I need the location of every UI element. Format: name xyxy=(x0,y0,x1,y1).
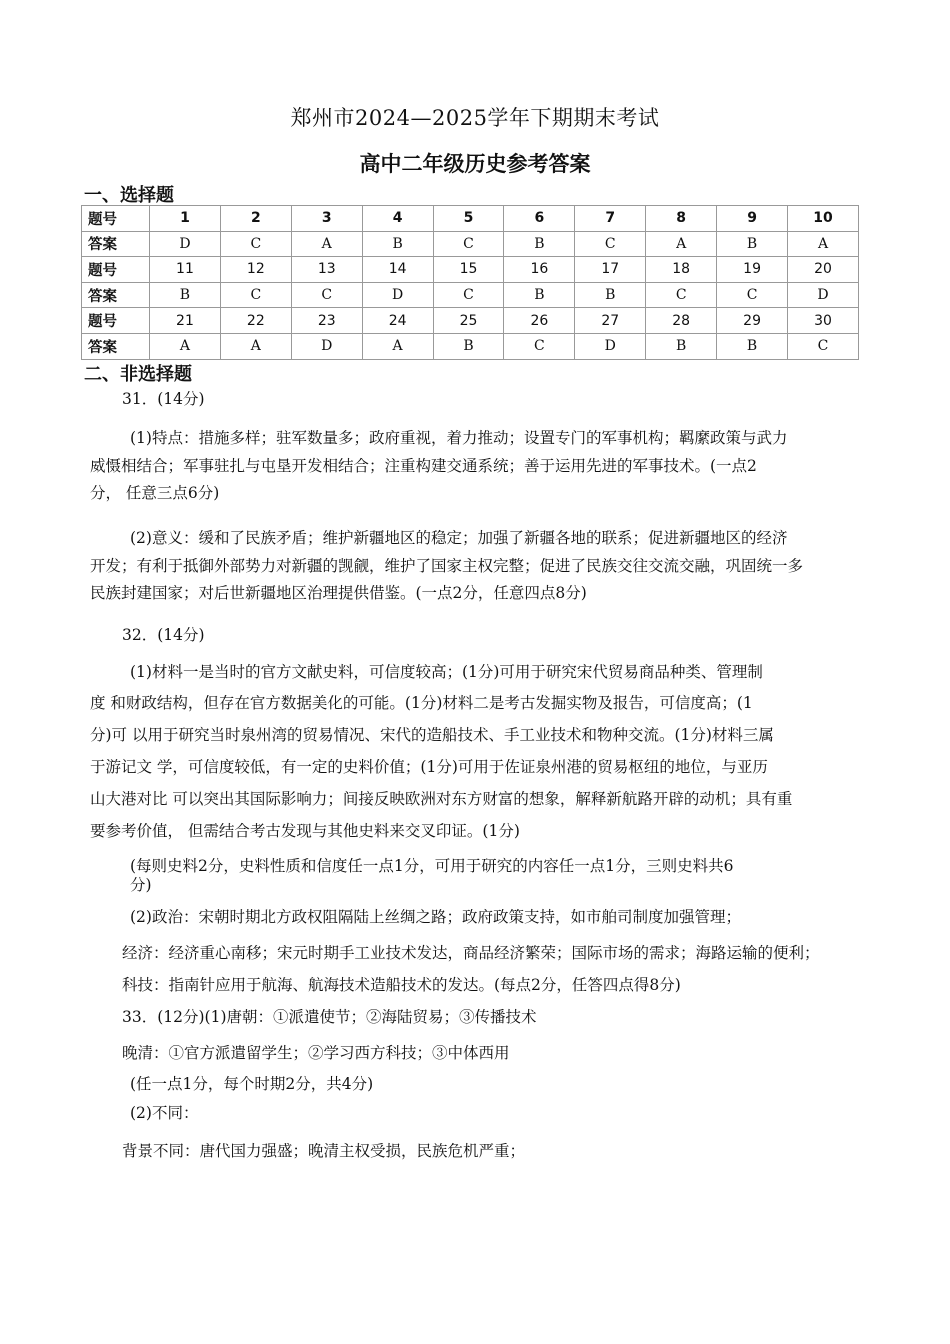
answer-cell: C xyxy=(788,333,859,359)
question-number: 21 xyxy=(150,308,221,334)
question-number: 30 xyxy=(788,308,859,334)
answer-text-line: 民族封建国家；对后世新疆地区治理提供借鉴。(一点2分，任意四点8分) xyxy=(90,584,587,602)
answer-cell: C xyxy=(220,231,291,257)
question-number: 1 xyxy=(150,206,221,232)
answer-text-line: (2)意义：缓和了民族矛盾；维护新疆地区的稳定；加强了新疆各地的联系；促进新疆地区的经济 xyxy=(130,529,788,547)
question-number: 6 xyxy=(504,206,575,232)
question-number: 13 xyxy=(291,257,362,283)
question-number: 18 xyxy=(646,257,717,283)
answer-cell: C xyxy=(646,282,717,308)
question-number-row xyxy=(82,308,859,334)
answer-text-line: (2)政治：宋朝时期北方政权阻隔陆上丝绸之路；政府政策支持，如市舶司制度加强管理； xyxy=(130,908,741,926)
answer-cell: C xyxy=(291,282,362,308)
answer-cell: A xyxy=(362,333,433,359)
question-number: 23 xyxy=(291,308,362,334)
question-number: 2 xyxy=(220,206,291,232)
question-number: 7 xyxy=(575,206,646,232)
answer-cell: B xyxy=(433,333,504,359)
answer-cell: C xyxy=(433,282,504,308)
answer-text-line: 于游记文 学，可信度较低，有一定的史料价值；(1分)可用于佐证泉州港的贸易枢纽的地位，与亚历 xyxy=(90,758,768,776)
answer-cell: B xyxy=(504,282,575,308)
answer-key-title: 高中二年级历史参考答案 xyxy=(359,152,591,176)
answer-text-line: 度 和财政结构，但存在官方数据美化的可能。(1分)材料二是考古发掘实物及报告，可信度高；(1 xyxy=(90,694,753,712)
answer-cell: B xyxy=(504,231,575,257)
question-number: 16 xyxy=(504,257,575,283)
question-number: 19 xyxy=(717,257,788,283)
answer-cell: B xyxy=(717,231,788,257)
scoring-note: (任一点1分，每个时期2分，共4分) xyxy=(130,1075,374,1093)
answer-row xyxy=(82,282,859,308)
answer-cell: B xyxy=(150,282,221,308)
question-number: 27 xyxy=(575,308,646,334)
answer-text-line: 分， 任意三点6分) xyxy=(90,484,220,502)
answer-cell: B xyxy=(575,282,646,308)
question-number-row xyxy=(82,257,859,283)
section-heading-nonchoice: 二、非选择题 xyxy=(84,364,192,385)
answer-text-line: 威慑相结合；军事驻扎与屯垦开发相结合；注重构建交通系统；善于运用先进的军事技术。(一点2 xyxy=(90,457,757,475)
answer-cell: D xyxy=(788,282,859,308)
question-number: 12 xyxy=(220,257,291,283)
row-label: 答案 xyxy=(82,333,150,359)
question-number: 10 xyxy=(788,206,859,232)
answer-cell: B xyxy=(362,231,433,257)
answer-cell: D xyxy=(362,282,433,308)
scoring-note: 分) xyxy=(130,876,152,894)
answer-cell: D xyxy=(575,333,646,359)
answer-cell: A xyxy=(646,231,717,257)
answer-text-line: 科技：指南针应用于航海、航海技术造船技术的发达。(每点2分，任答四点得8分) xyxy=(122,976,681,994)
answer-row xyxy=(82,333,859,359)
question-31-heading: 31．(14分) xyxy=(122,390,205,408)
answer-text-line: 经济：经济重心南移；宋元时期手工业技术发达，商品经济繁荣；国际市场的需求；海路运输的便利； xyxy=(122,944,820,962)
answer-cell: D xyxy=(291,333,362,359)
question-number: 8 xyxy=(646,206,717,232)
answer-text-line: 晚清：①官方派遣留学生；②学习西方科技；③中体西用 xyxy=(122,1044,510,1062)
scoring-note: (每则史料2分，史料性质和信度任一点1分，可用于研究的内容任一点1分，三则史料共6 xyxy=(130,857,734,875)
choice-answer-table xyxy=(81,205,859,360)
answer-cell: C xyxy=(220,282,291,308)
question-number: 24 xyxy=(362,308,433,334)
answer-text-line: (1)材料一是当时的官方文献史料，可信度较高；(1分)可用于研究宋代贸易商品种类、管理制 xyxy=(130,663,763,681)
row-label: 题号 xyxy=(82,308,150,334)
answer-text-line: 山大港对比 可以突出其国际影响力；间接反映欧洲对东方财富的想象，解释新航路开辟的动机；具有重 xyxy=(90,790,793,808)
answer-cell: C xyxy=(504,333,575,359)
row-label: 题号 xyxy=(82,257,150,283)
question-number: 17 xyxy=(575,257,646,283)
answer-text-line: (2)不同： xyxy=(130,1104,199,1122)
question-number: 5 xyxy=(433,206,504,232)
answer-cell: A xyxy=(220,333,291,359)
answer-text-line: 分)可 以用于研究当时泉州湾的贸易情况、宋代的造船技术、手工业技术和物种交流。(1分)材料三属 xyxy=(90,726,774,744)
question-number: 25 xyxy=(433,308,504,334)
question-number: 26 xyxy=(504,308,575,334)
question-number-row xyxy=(82,206,859,232)
question-number: 4 xyxy=(362,206,433,232)
answer-text-line: 要参考价值， 但需结合考古发现与其他史料来交叉印证。(1分) xyxy=(90,822,520,840)
answer-text-line: 背景不同：唐代国力强盛；晚清主权受损，民族危机严重； xyxy=(122,1142,526,1160)
question-number: 15 xyxy=(433,257,504,283)
answer-row xyxy=(82,231,859,257)
question-number: 14 xyxy=(362,257,433,283)
answer-cell: A xyxy=(150,333,221,359)
question-number: 22 xyxy=(220,308,291,334)
question-number: 11 xyxy=(150,257,221,283)
section-heading-choice: 一、选择题 xyxy=(84,185,174,206)
question-number: 29 xyxy=(717,308,788,334)
exam-title: 郑州市2024—2025学年下期期末考试 xyxy=(290,106,660,130)
row-label: 答案 xyxy=(82,231,150,257)
row-label: 题号 xyxy=(82,206,150,232)
answer-cell: A xyxy=(291,231,362,257)
question-number: 28 xyxy=(646,308,717,334)
answer-cell: A xyxy=(788,231,859,257)
answer-cell: B xyxy=(717,333,788,359)
question-number: 3 xyxy=(291,206,362,232)
answer-cell: C xyxy=(717,282,788,308)
question-32-heading: 32．(14分) xyxy=(122,626,205,644)
question-33-heading: 33．(12分)(1)唐朝：①派遣使节；②海陆贸易；③传播技术 xyxy=(122,1008,537,1026)
answer-cell: B xyxy=(646,333,717,359)
answer-cell: C xyxy=(575,231,646,257)
question-number: 20 xyxy=(788,257,859,283)
answer-text-line: (1)特点：措施多样；驻军数量多；政府重视，着力推动；设置专门的军事机构；羁縻政策与武力 xyxy=(130,429,788,447)
answer-cell: D xyxy=(150,231,221,257)
answer-cell: C xyxy=(433,231,504,257)
row-label: 答案 xyxy=(82,282,150,308)
question-number: 9 xyxy=(717,206,788,232)
answer-text-line: 开发；有利于抵御外部势力对新疆的觊觎，维护了国家主权完整；促进了民族交往交流交融，巩固统一多 xyxy=(90,557,804,575)
